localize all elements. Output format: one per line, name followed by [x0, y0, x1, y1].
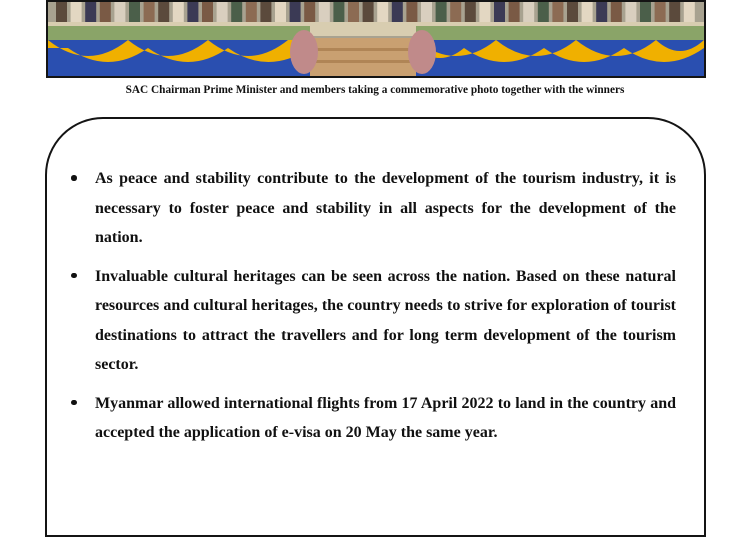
- photo-person: [450, 2, 461, 22]
- group-photo: [46, 0, 706, 78]
- bullet-item: [68, 262, 676, 380]
- photo-person: [377, 2, 388, 22]
- photo-person: [552, 2, 563, 22]
- photo-person: [144, 2, 155, 22]
- photo-person: [56, 2, 67, 22]
- bullet-item: [68, 164, 676, 253]
- photo-person: [392, 2, 403, 22]
- bullet-list: [68, 164, 676, 457]
- bullet-icon: [71, 400, 77, 406]
- photo-person: [494, 2, 505, 22]
- photo-person: [246, 2, 257, 22]
- photo-person: [625, 2, 636, 22]
- photo-person: [71, 2, 82, 22]
- photo-person: [114, 2, 125, 22]
- photo-person: [158, 2, 169, 22]
- bullet-icon: [71, 273, 77, 279]
- photo-person: [202, 2, 213, 22]
- photo-person: [231, 2, 242, 22]
- photo-person: [290, 2, 301, 22]
- photo-person: [640, 2, 651, 22]
- photo-person: [669, 2, 680, 22]
- photo-person: [304, 2, 315, 22]
- bullet-icon: [71, 175, 77, 181]
- photo-person: [100, 2, 111, 22]
- photo-person: [538, 2, 549, 22]
- photo-person: [596, 2, 607, 22]
- photo-person: [260, 2, 271, 22]
- photo-person: [655, 2, 666, 22]
- photo-person: [217, 2, 228, 22]
- photo-person: [611, 2, 622, 22]
- photo-person: [421, 2, 432, 22]
- photo-person: [406, 2, 417, 22]
- photo-person: [523, 2, 534, 22]
- photo-caption: SAC Chairman Prime Minister and members taking a commemorative photo together with the winners: [125, 84, 625, 96]
- photo-person: [187, 2, 198, 22]
- bullet-item: [68, 389, 676, 448]
- photo-person: [509, 2, 520, 22]
- bullet-text: As peace and stability contribute to the development of the tourism industry, it is necessary to foster peace and stability in all aspects for the development of the nation.: [95, 170, 676, 246]
- photo-person: [348, 2, 359, 22]
- photo-person: [363, 2, 374, 22]
- photo-person: [173, 2, 184, 22]
- photo-person: [582, 2, 593, 22]
- group-photo-image: [48, 2, 704, 76]
- photo-person: [319, 2, 330, 22]
- photo-person: [333, 2, 344, 22]
- bullet-text: Myanmar allowed international flights from 17 April 2022 to land in the country and accepted the application of e-visa on 20 May the same year.: [95, 394, 676, 441]
- photo-person: [436, 2, 447, 22]
- photo-person: [129, 2, 140, 22]
- photo-person: [684, 2, 695, 22]
- photo-person: [567, 2, 578, 22]
- photo-person: [275, 2, 286, 22]
- photo-person: [85, 2, 96, 22]
- photo-person: [465, 2, 476, 22]
- bullet-text: Invaluable cultural heritages can be seen across the nation. Based on these natural resources and cultural heritages, the country needs to strive for exploration of tourist destinations to attract the travellers and for long term development of the tourism sector.: [95, 267, 676, 373]
- photo-person: [479, 2, 490, 22]
